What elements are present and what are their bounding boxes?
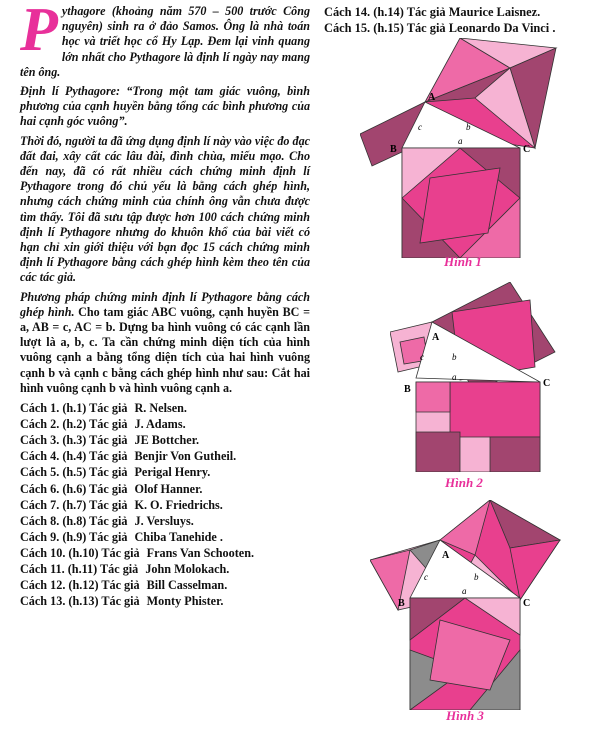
method-item: [20, 416, 310, 432]
fig1-label-B: B: [390, 144, 397, 155]
method-item: [324, 20, 612, 36]
method-label: Cách 15. (h.15) Tác giả: [324, 21, 446, 35]
intro-paragraph: ythagore (khoảng năm 570 – 500 trước Công nguyên) sinh ra ở đảo Samos. Ông là nhà toán học và triết học cổ Hy Lạp. Đem lại vinh quang lớn nhất cho Pythagore là định lí ngày nay mang tên ông.: [20, 4, 310, 79]
fig1-label-A: A: [428, 92, 436, 103]
method-label: Cách 14. (h.14) Tác giả: [324, 5, 446, 19]
method-item: [20, 529, 310, 545]
method-label: Cách 1. (h.1) Tác giả: [20, 401, 128, 416]
right-column: [324, 4, 612, 36]
drop-cap: P: [20, 0, 58, 64]
fig3-label-C: C: [523, 598, 531, 609]
method-item: [20, 577, 310, 593]
fig2-label-A: A: [432, 332, 440, 343]
methods-list-right: [324, 4, 612, 36]
method-author: J. Adams.: [134, 417, 186, 432]
method-item: [324, 4, 612, 20]
figure-3: [370, 500, 585, 710]
fig1-label-a: a: [458, 136, 463, 146]
method-lead: Phương pháp chứng minh định lí Pythagore bằng cách ghép hình.: [20, 289, 310, 319]
method-author: Leonardo Da Vinci .: [448, 21, 556, 35]
fig1-label-C: C: [523, 144, 531, 155]
method-item: [20, 448, 310, 464]
fig1-label-b: b: [466, 122, 471, 132]
fig3-label-b: b: [474, 572, 479, 582]
method-body: Cho tam giác ABC vuông, cạnh huyền BC = a, AB = c, AC = b. Dựng ba hình vuông có các cạnh lần lượt là a, b, c. Ta cần chứng minh diện tích của hình vuông cạnh a bằng tổng diện tích của hai hình vuông cạnh b và cạnh c bằng cách ghép hình như sau: Cắt hai hình vuông cạnh b và hình vuông cạnh a.: [20, 304, 310, 395]
fig2-label-B: B: [404, 384, 411, 395]
method-label: Cách 9. (h.9) Tác giả: [20, 529, 128, 544]
method-label: Cách 3. (h.3) Tác giả: [20, 433, 128, 448]
method-label: Cách 13. (h.13) Tác giả: [20, 594, 140, 609]
method-author: John Molokach.: [145, 562, 230, 577]
method-label: Cách 7. (h.7) Tác giả: [20, 497, 128, 512]
method-author: Frans Van Schooten.: [146, 545, 255, 560]
method-label: Cách 10. (h.10) Tác giả: [20, 545, 140, 560]
method-item: [20, 513, 310, 529]
theorem-paragraph: Định lí Pythagore: “Trong một tam giác vuông, bình phương của cạnh huyền bằng tổng các bình phương của hai cạnh góc vuông”.: [20, 84, 310, 129]
fig1-label-c: c: [418, 122, 422, 132]
method-label: Cách 6. (h.6) Tác giả: [20, 481, 128, 496]
fig2-label-b: b: [452, 352, 457, 362]
method-item: [20, 593, 310, 609]
method-item: [20, 464, 310, 480]
figure-1: [360, 38, 590, 258]
method-author: JE Bottcher.: [134, 433, 200, 448]
method-author: Benjir Von Gutheil.: [134, 449, 237, 464]
method-author: Bill Casselman.: [146, 578, 228, 593]
left-column: [20, 0, 310, 609]
method-author: Chiba Tanehide .: [134, 529, 223, 544]
method-label: Cách 5. (h.5) Tác giả: [20, 465, 128, 480]
fig2-label-a: a: [452, 372, 457, 382]
method-label: Cách 11. (h.11) Tác giả: [20, 562, 139, 577]
method-author: J. Versluys.: [134, 513, 194, 528]
fig3-label-A: A: [442, 550, 450, 561]
method-label: Cách 4. (h.4) Tác giả: [20, 449, 128, 464]
method-label: Cách 12. (h.12) Tác giả: [20, 578, 140, 593]
method-author: Perigal Henry.: [134, 465, 211, 480]
method-author: Monty Phister.: [146, 594, 224, 609]
method-item: [20, 545, 310, 561]
fig3-label-B: B: [398, 598, 405, 609]
method-item: [20, 432, 310, 448]
methods-list: [20, 400, 310, 609]
fig3-label-c: c: [424, 572, 428, 582]
method-item: [20, 561, 310, 577]
history-paragraph: Thời đó, người ta đã ứng dụng định lí này vào việc đo đạc đất đai, xây cất các lâu đài, đình chùa, miếu mạo. Cho đến nay, đã có rất nhiều cách chứng minh định lí Pythagore trong đó chủ yếu là bằng cách ghép hình, nhưng cách chứng minh của chính ông vẫn chưa được tìm thấy. Tôi đã sưu tập được hơn 100 cách chứng minh định lí Pythagore nhưng do khuôn khổ của bài viết có hạn chỉ xin giới thiệu với bạn đọc 15 cách chứng minh định lí Pythagore bằng cách ghép hình kèm theo tên của các tác giả.: [20, 133, 310, 285]
method-author: K. O. Friedrichs.: [134, 497, 223, 512]
figure-3-caption: Hình 3: [446, 708, 484, 723]
method-item: [20, 400, 310, 416]
method-label: Cách 8. (h.8) Tác giả: [20, 513, 128, 528]
method-paragraph: [20, 290, 310, 396]
method-item: [20, 497, 310, 513]
method-author: Olof Hanner.: [134, 481, 203, 496]
method-item: [20, 481, 310, 497]
fig3-label-a: a: [462, 586, 467, 596]
fig2-label-c: c: [420, 352, 424, 362]
figure-2-caption: Hình 2: [445, 475, 483, 490]
method-author: Maurice Laisnez.: [448, 5, 541, 19]
fig2-label-C: C: [543, 378, 551, 389]
figure-2: [390, 282, 590, 472]
method-label: Cách 2. (h.2) Tác giả: [20, 417, 128, 432]
method-author: R. Nelsen.: [134, 401, 187, 416]
figure-1-caption: Hình 1: [444, 254, 482, 269]
